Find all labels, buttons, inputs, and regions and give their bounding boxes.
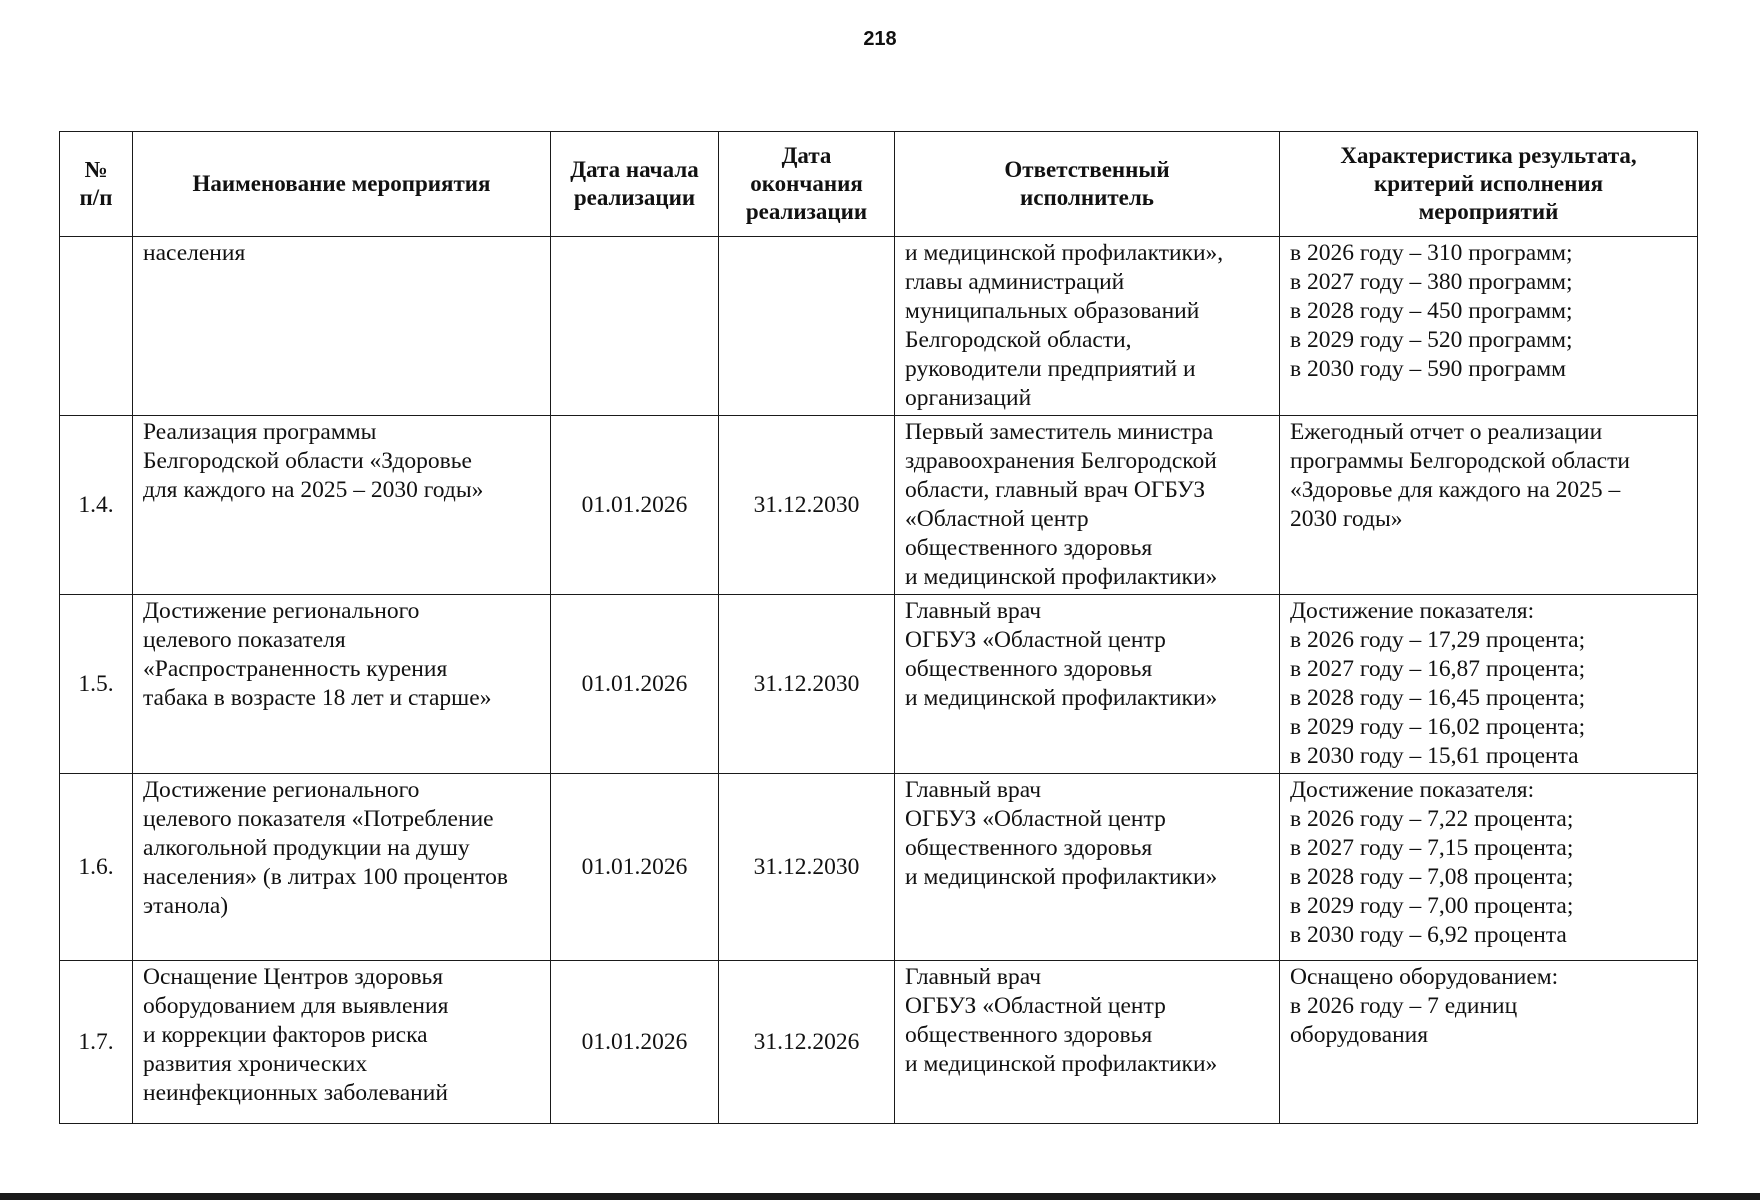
cell-text-line: «Областной центр: [905, 506, 1089, 532]
cell-responsible: [895, 774, 1280, 961]
cell-number: 1.5.: [60, 595, 133, 774]
cell-activity-name: [133, 774, 551, 961]
cell-text-line: и медицинской профилактики»: [905, 864, 1218, 890]
header-responsible: Ответственный исполнитель: [895, 132, 1280, 237]
cell-text-line: Достижение показателя:: [1290, 777, 1535, 803]
cell-start-date: 01.01.2026: [551, 774, 719, 961]
table-header-row: [60, 132, 1698, 237]
cell-text-line: ОГБУЗ «Областной центр: [905, 806, 1166, 832]
cell-text-line: «Здоровье для каждого на 2025 –: [1290, 477, 1621, 503]
cell-number: 1.4.: [60, 416, 133, 595]
cell-text-line: оборудования: [1290, 1022, 1429, 1048]
cell-text-line: Первый заместитель министра: [905, 419, 1214, 445]
cell-text-line: Оснащено оборудованием:: [1290, 964, 1559, 990]
table-row: [60, 237, 1698, 416]
cell-text-line: в 2030 году – 6,92 процента: [1290, 922, 1567, 948]
cell-text-line: развития хронических: [143, 1051, 368, 1077]
cell-text-line: в 2026 году – 7,22 процента;: [1290, 806, 1574, 832]
cell-text-line: в 2028 году – 7,08 процента;: [1290, 864, 1574, 890]
cell-text-line: целевого показателя «Потребление: [143, 806, 494, 832]
page-number: 218: [863, 28, 897, 50]
cell-end-date: 31.12.2026: [719, 961, 895, 1124]
cell-text-line: в 2030 году – 15,61 процента: [1290, 743, 1579, 769]
cell-text-line: алкогольной продукции на душу: [143, 835, 470, 861]
cell-text-line: Белгородской области,: [905, 327, 1132, 353]
cell-text-line: руководители предприятий и: [905, 356, 1196, 382]
cell-end-date: [719, 237, 895, 416]
cell-activity-name: [133, 237, 551, 416]
cell-text-line: 2030 годы»: [1290, 506, 1403, 532]
cell-text-line: Оснащение Центров здоровья: [143, 964, 444, 990]
cell-text-line: и коррекции факторов риска: [143, 1022, 428, 1048]
cell-text-line: Ежегодный отчет о реализации: [1290, 419, 1603, 445]
table-row: [60, 774, 1698, 961]
cell-responsible: [895, 961, 1280, 1124]
cell-text-line: в 2028 году – 450 программ;: [1290, 298, 1573, 324]
cell-text-line: в 2029 году – 520 программ;: [1290, 327, 1573, 353]
cell-text-line: Белгородской области «Здоровье: [143, 448, 472, 474]
bottom-scan-edge: [0, 1193, 1760, 1200]
cell-text-line: неинфекционных заболеваний: [143, 1080, 448, 1106]
cell-text-line: Достижение регионального: [143, 598, 420, 624]
cell-start-date: 01.01.2026: [551, 416, 719, 595]
table-row: [60, 595, 1698, 774]
cell-text-line: для каждого на 2025 – 2030 годы»: [143, 477, 484, 503]
cell-text-line: оборудованием для выявления: [143, 993, 449, 1019]
table-row: [60, 416, 1698, 595]
cell-result: [1280, 961, 1698, 1124]
cell-text-line: организаций: [905, 385, 1032, 411]
cell-text-line: в 2027 году – 380 программ;: [1290, 269, 1573, 295]
cell-text-line: области, главный врач ОГБУЗ: [905, 477, 1206, 503]
cell-activity-name: [133, 595, 551, 774]
header-number: № п/п: [60, 132, 133, 237]
cell-text-line: в 2029 году – 16,02 процента;: [1290, 714, 1586, 740]
cell-activity-name: [133, 416, 551, 595]
cell-start-date: [551, 237, 719, 416]
cell-text-line: программы Белгородской области: [1290, 448, 1630, 474]
cell-text-line: целевого показателя: [143, 627, 346, 653]
cell-start-date: 01.01.2026: [551, 961, 719, 1124]
cell-text-line: общественного здоровья: [905, 656, 1153, 682]
cell-text-line: в 2030 году – 590 программ: [1290, 356, 1566, 382]
cell-text-line: табака в возрасте 18 лет и старше»: [143, 685, 492, 711]
cell-responsible: [895, 595, 1280, 774]
cell-responsible: [895, 237, 1280, 416]
cell-text-line: Главный врач: [905, 964, 1042, 990]
cell-result: [1280, 774, 1698, 961]
header-result: Характеристика результата, критерий исполнения мероприятий: [1280, 132, 1698, 237]
cell-text-line: Главный врач: [905, 777, 1042, 803]
cell-result: [1280, 416, 1698, 595]
cell-text-line: в 2029 году – 7,00 процента;: [1290, 893, 1574, 919]
header-activity-name: Наименование мероприятия: [133, 132, 551, 237]
activities-table: [59, 131, 1698, 1124]
cell-text-line: этанола): [143, 893, 229, 919]
cell-number: 1.7.: [60, 961, 133, 1124]
cell-text-line: Достижение регионального: [143, 777, 420, 803]
cell-text-line: в 2027 году – 7,15 процента;: [1290, 835, 1574, 861]
cell-text-line: и медицинской профилактики»,: [905, 240, 1224, 266]
header-start-date: Дата начала реализации: [551, 132, 719, 237]
cell-text-line: Реализация программы: [143, 419, 377, 445]
cell-text-line: населения» (в литрах 100 процентов: [143, 864, 508, 890]
cell-text-line: Достижение показателя:: [1290, 598, 1535, 624]
table-row: [60, 961, 1698, 1124]
cell-text-line: муниципальных образований: [905, 298, 1200, 324]
cell-text-line: Главный врач: [905, 598, 1042, 624]
cell-result: [1280, 237, 1698, 416]
cell-end-date: 31.12.2030: [719, 774, 895, 961]
cell-text-line: и медицинской профилактики»: [905, 685, 1218, 711]
cell-text-line: и медицинской профилактики»: [905, 1051, 1218, 1077]
cell-end-date: 31.12.2030: [719, 595, 895, 774]
cell-activity-name: [133, 961, 551, 1124]
header-end-date: Дата окончания реализации: [719, 132, 895, 237]
cell-text-line: «Распространенность курения: [143, 656, 448, 682]
cell-text-line: главы администраций: [905, 269, 1125, 295]
cell-text-line: в 2027 году – 16,87 процента;: [1290, 656, 1586, 682]
cell-text-line: общественного здоровья: [905, 535, 1153, 561]
cell-text-line: в 2028 году – 16,45 процента;: [1290, 685, 1586, 711]
cell-text-line: общественного здоровья: [905, 1022, 1153, 1048]
cell-responsible: [895, 416, 1280, 595]
cell-text-line: в 2026 году – 7 единиц: [1290, 993, 1518, 1019]
cell-text-line: и медицинской профилактики»: [905, 564, 1218, 590]
cell-text-line: ОГБУЗ «Областной центр: [905, 627, 1166, 653]
cell-text-line: здравоохранения Белгородской: [905, 448, 1217, 474]
cell-text-line: в 2026 году – 17,29 процента;: [1290, 627, 1586, 653]
cell-text-line: ОГБУЗ «Областной центр: [905, 993, 1166, 1019]
cell-start-date: 01.01.2026: [551, 595, 719, 774]
cell-text-line: общественного здоровья: [905, 835, 1153, 861]
cell-number: 1.6.: [60, 774, 133, 961]
cell-number: [60, 237, 133, 416]
cell-end-date: 31.12.2030: [719, 416, 895, 595]
cell-text-line: населения: [143, 240, 246, 266]
cell-text-line: в 2026 году – 310 программ;: [1290, 240, 1573, 266]
cell-result: [1280, 595, 1698, 774]
